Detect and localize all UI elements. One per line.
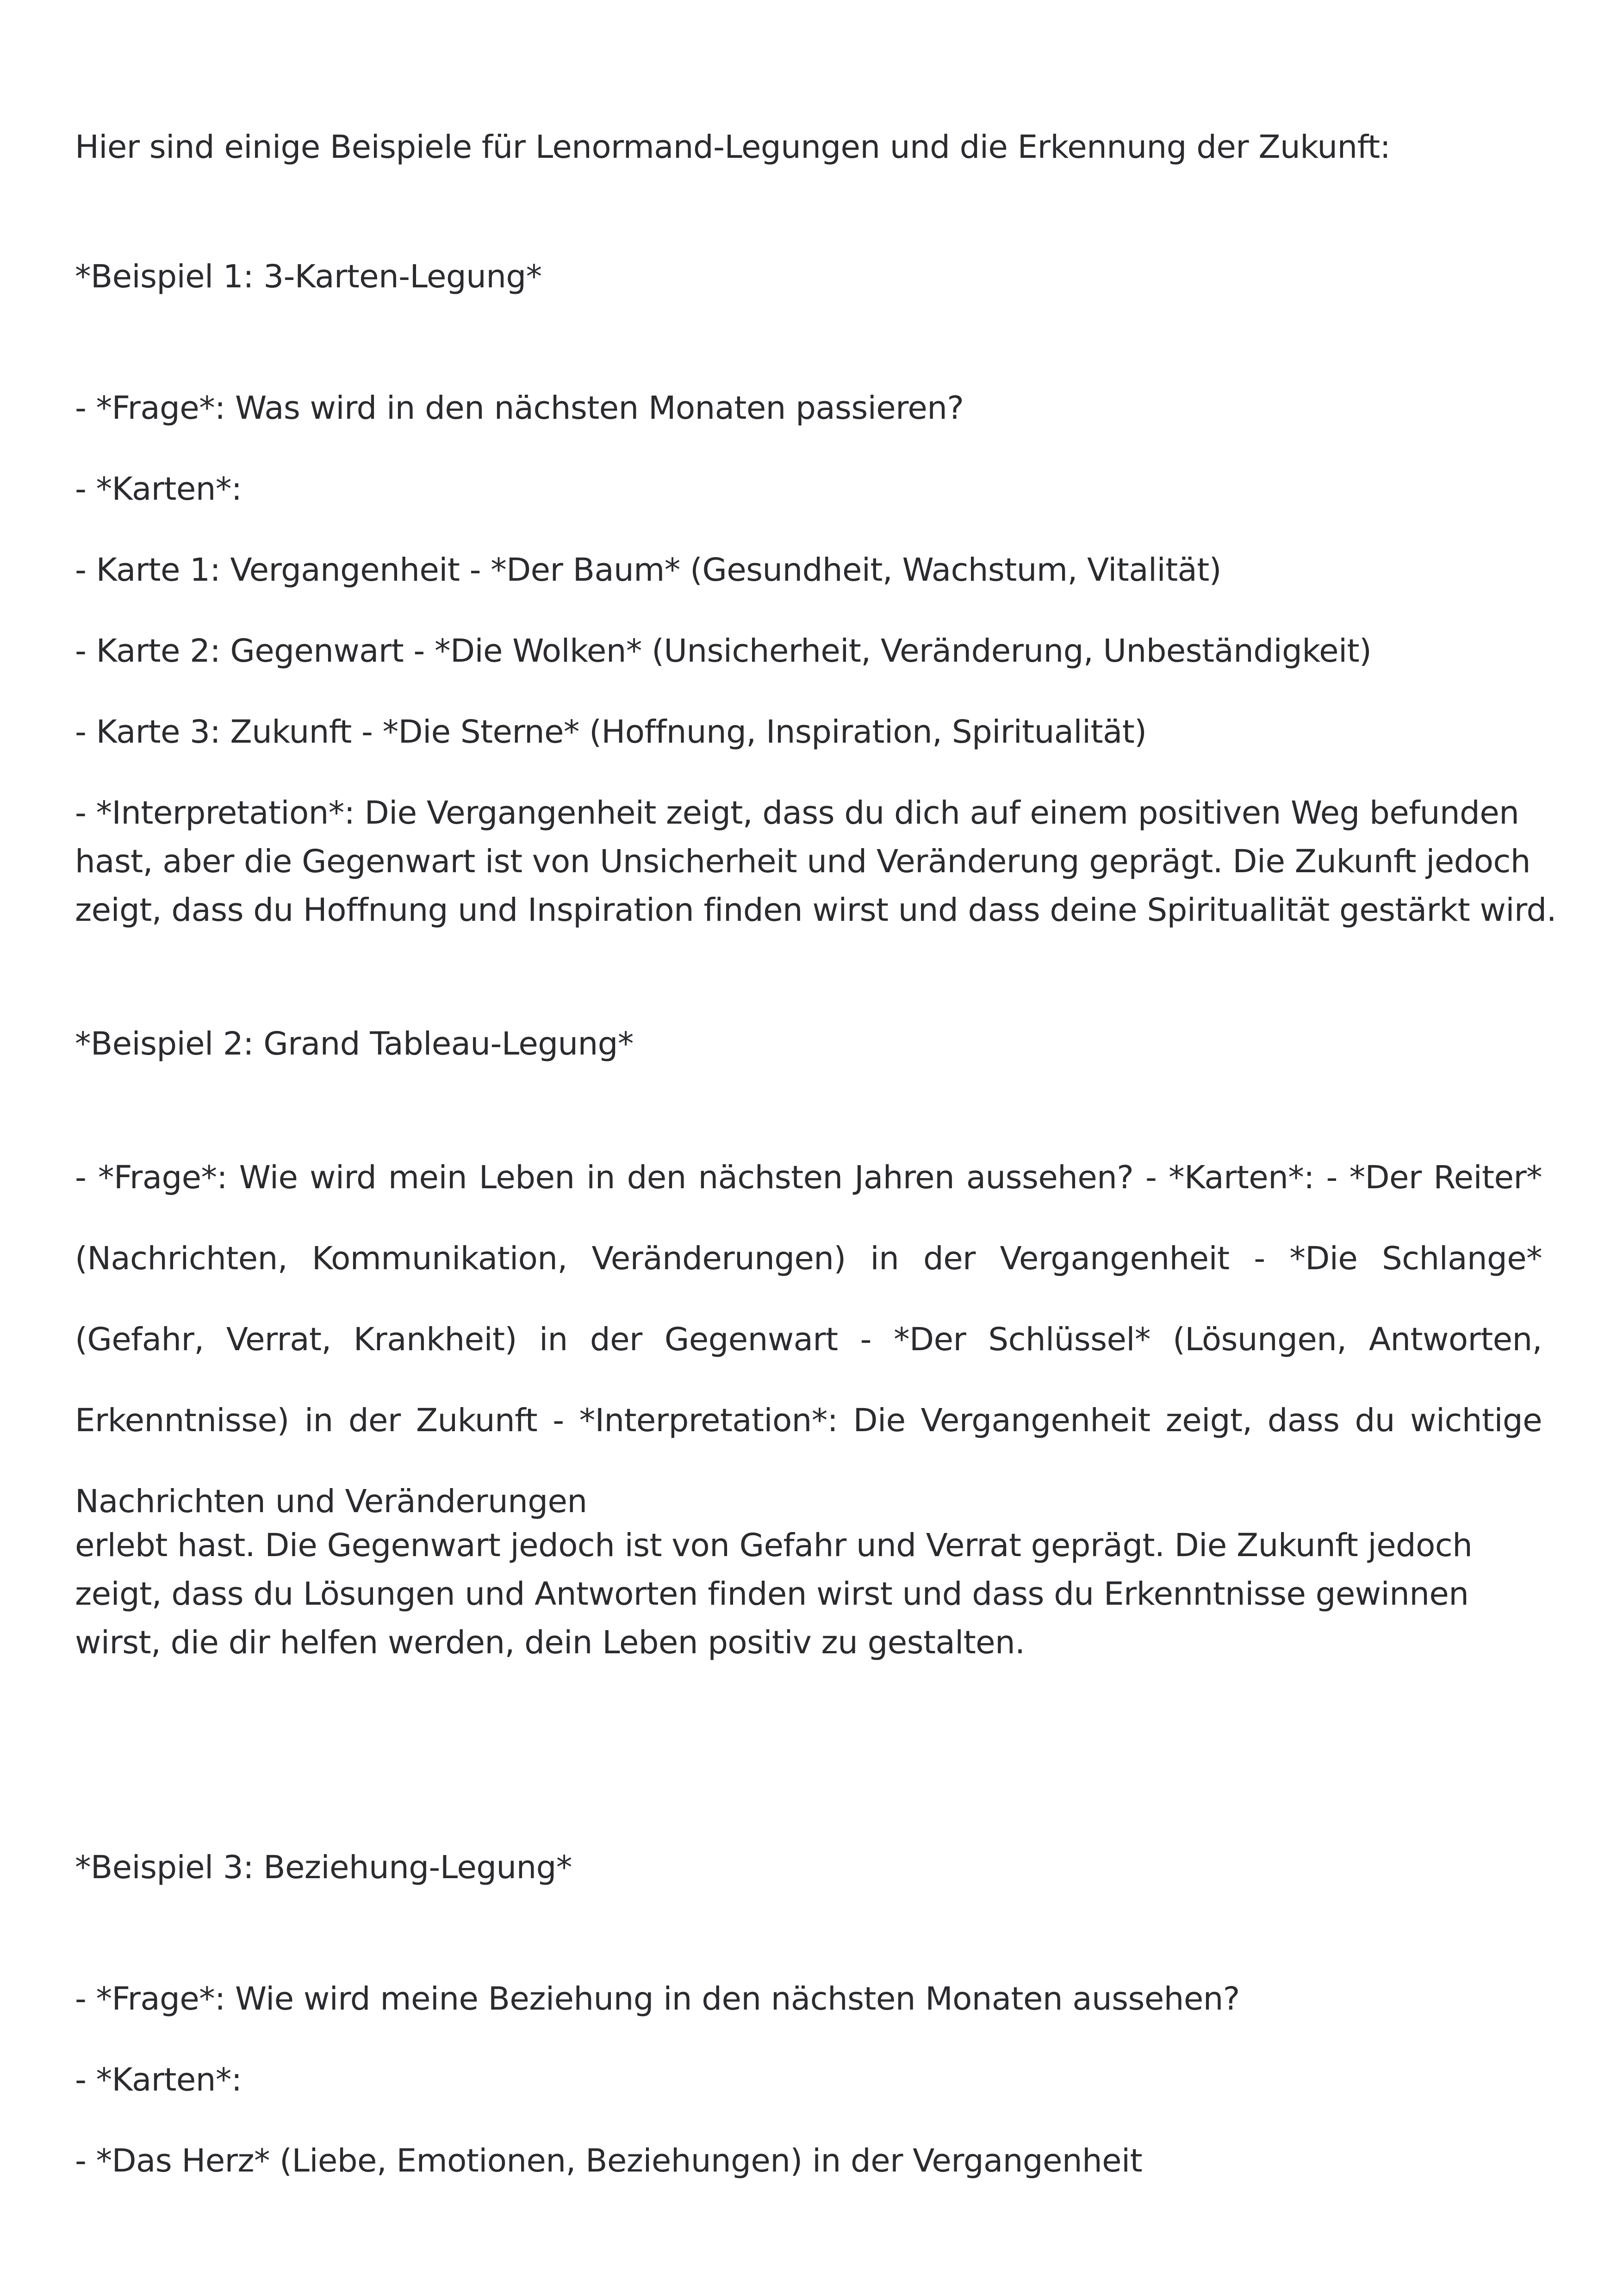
- example3-question: - *Frage*: Wie wird meine Beziehung in den nächsten Monaten aussehen?: [75, 1980, 1240, 2017]
- example2-justified-paragraph: - *Frage*: Wie wird mein Leben in den nächsten Jahren aussehen? - *Karten*: - *Der Reiter* (Nachrichten, Kommunikation, Veränderungen) in der Vergangenheit - *Die Schlange* (Gefahr, Verrat, Krankheit) in der Gegenwart - *Der Schlüssel* (Lösungen, Antworten, Erkenntnisse) in der Zukunft - *Interpretation*: Die Vergangenheit zeigt, dass du wichtige Nachrichten und Veränderungen: [75, 1159, 1542, 1520]
- example2-continuation-line: wirst, die dir helfen werden, dein Leben positiv zu gestalten.: [75, 1624, 1025, 1661]
- example2-continuation-line: erlebt hast. Die Gegenwart jedoch ist von Gefahr und Verrat geprägt. Die Zukunft jedoch: [75, 1527, 1473, 1564]
- example3-cards-label: - *Karten*:: [75, 2061, 242, 2098]
- example2-heading: *Beispiel 2: Grand Tableau-Legung*: [75, 1025, 634, 1062]
- example1-cards-label: - *Karten*:: [75, 471, 242, 508]
- example1-card-2: - Karte 2: Gegenwart - *Die Wolken* (Unsicherheit, Veränderung, Unbeständigkeit): [75, 633, 1372, 670]
- example1-interpretation-line: - *Interpretation*: Die Vergangenheit zeigt, dass du dich auf einem positiven Weg befunden: [75, 794, 1519, 832]
- example1-interpretation-line: zeigt, dass du Hoffnung und Inspiration finden wirst und dass deine Spiritualität gestärkt wird.: [75, 892, 1556, 929]
- example2-continuation-line: zeigt, dass du Lösungen und Antworten finden wirst und dass du Erkenntnisse gewinnen: [75, 1576, 1469, 1613]
- example3-heading: *Beispiel 3: Beziehung-Legung*: [75, 1849, 572, 1886]
- example3-card-1: - *Das Herz* (Liebe, Emotionen, Beziehungen) in der Vergangenheit: [75, 2142, 1143, 2179]
- intro-line: Hier sind einige Beispiele für Lenormand-Legungen und die Erkennung der Zukunft:: [75, 129, 1391, 166]
- example1-card-1: - Karte 1: Vergangenheit - *Der Baum* (Gesundheit, Wachstum, Vitalität): [75, 552, 1221, 589]
- example1-heading: *Beispiel 1: 3-Karten-Legung*: [75, 258, 542, 295]
- example1-card-3: - Karte 3: Zukunft - *Die Sterne* (Hoffnung, Inspiration, Spiritualität): [75, 714, 1147, 751]
- example1-interpretation-line: hast, aber die Gegenwart ist von Unsicherheit und Veränderung geprägt. Die Zukunft jedoch: [75, 843, 1530, 880]
- example1-question: - *Frage*: Was wird in den nächsten Monaten passieren?: [75, 390, 964, 427]
